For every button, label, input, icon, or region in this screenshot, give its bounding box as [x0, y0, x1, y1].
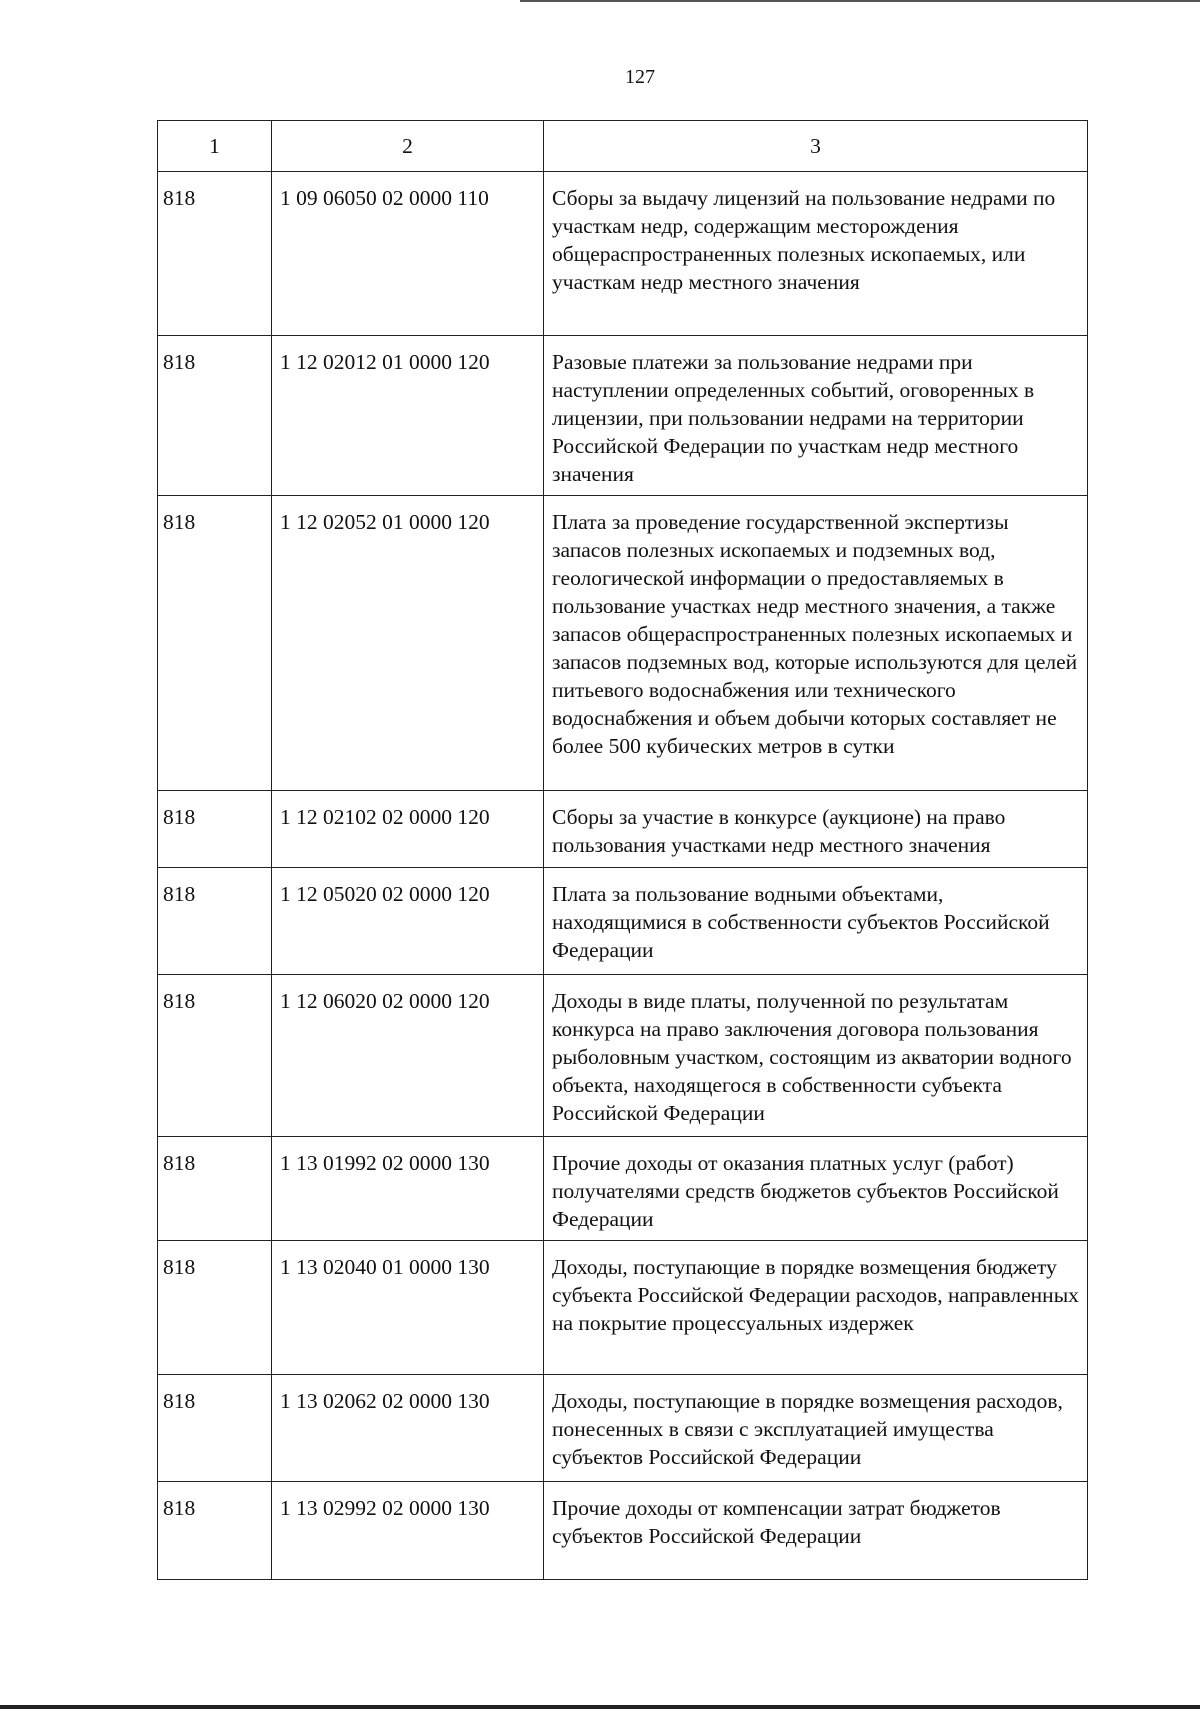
revenue-name-cell: Сборы за выдачу лицензий на пользование недрами по участкам недр, содержащим месторождения общераспространенных полезных ископаемых, или участкам недр местного значения — [544, 172, 1088, 336]
revenue-code-cell: 1 13 01992 02 0000 130 — [272, 1137, 544, 1241]
admin-code-cell: 818 — [158, 791, 272, 868]
revenue-code-cell: 1 13 02062 02 0000 130 — [272, 1375, 544, 1482]
table-row — [158, 1137, 1088, 1241]
revenue-name-cell: Плата за проведение государственной экспертизы запасов полезных ископаемых и подземных вод, геологической информации о предоставляемых в пользование участках недр местного значения, а также запасов общераспространенных полезных ископаемых и запасов подземных вод, которые используются для целей питьевого водоснабжения или технического водоснабжения и объем добычи которых составляет не более 500 кубических метров в сутки — [544, 496, 1088, 791]
revenue-code-cell: 1 09 06050 02 0000 110 — [272, 172, 544, 336]
admin-code-cell: 818 — [158, 1241, 272, 1375]
scan-edge-bottom — [0, 1705, 1200, 1709]
column-header-2: 2 — [272, 121, 544, 172]
column-header-1: 1 — [158, 121, 272, 172]
revenue-name-cell: Сборы за участие в конкурсе (аукционе) на право пользования участками недр местного значения — [544, 791, 1088, 868]
revenue-code-cell: 1 13 02040 01 0000 130 — [272, 1241, 544, 1375]
revenue-name-cell: Разовые платежи за пользование недрами при наступлении определенных событий, оговоренных в лицензии, при пользовании недрами на территории Российской Федерации по участкам недр местного значения — [544, 336, 1088, 496]
table-row — [158, 1375, 1088, 1482]
admin-code-cell: 818 — [158, 868, 272, 975]
admin-code-cell: 818 — [158, 336, 272, 496]
revenue-code-cell: 1 12 02052 01 0000 120 — [272, 496, 544, 791]
admin-code-cell: 818 — [158, 496, 272, 791]
revenue-code-cell: 1 12 02102 02 0000 120 — [272, 791, 544, 868]
revenue-name-cell: Прочие доходы от компенсации затрат бюджетов субъектов Российской Федерации — [544, 1482, 1088, 1580]
table-row — [158, 791, 1088, 868]
revenue-code-cell: 1 12 06020 02 0000 120 — [272, 975, 544, 1137]
table-row — [158, 336, 1088, 496]
revenue-name-cell: Прочие доходы от оказания платных услуг (работ) получателями средств бюджетов субъектов Российской Федерации — [544, 1137, 1088, 1241]
admin-code-cell: 818 — [158, 1375, 272, 1482]
revenue-name-cell: Плата за пользование водными объектами, находящимися в собственности субъектов Российской Федерации — [544, 868, 1088, 975]
revenue-code-cell: 1 12 05020 02 0000 120 — [272, 868, 544, 975]
revenue-name-cell: Доходы, поступающие в порядке возмещения расходов, понесенных в связи с эксплуатацией имущества субъектов Российской Федерации — [544, 1375, 1088, 1482]
admin-code-cell: 818 — [158, 1137, 272, 1241]
admin-code-cell: 818 — [158, 975, 272, 1137]
table-row — [158, 1482, 1088, 1580]
revenue-code-cell: 1 12 02012 01 0000 120 — [272, 336, 544, 496]
table-row — [158, 975, 1088, 1137]
revenue-name-cell: Доходы в виде платы, полученной по результатам конкурса на право заключения договора пользования рыболовным участком, состоящим из акватории водного объекта, находящегося в собственности субъекта Российской Федерации — [544, 975, 1088, 1137]
budget-revenue-table — [157, 120, 1088, 1580]
table-row — [158, 496, 1088, 791]
page-number: 127 — [625, 66, 655, 88]
admin-code-cell: 818 — [158, 172, 272, 336]
table-row — [158, 172, 1088, 336]
table-row — [158, 868, 1088, 975]
table-row — [158, 1241, 1088, 1375]
column-header-3: 3 — [544, 121, 1088, 172]
table-header-row — [158, 121, 1088, 172]
admin-code-cell: 818 — [158, 1482, 272, 1580]
revenue-name-cell: Доходы, поступающие в порядке возмещения бюджету субъекта Российской Федерации расходов, направленных на покрытие процессуальных издержек — [544, 1241, 1088, 1375]
scan-edge-top — [520, 0, 1200, 2]
revenue-code-cell: 1 13 02992 02 0000 130 — [272, 1482, 544, 1580]
